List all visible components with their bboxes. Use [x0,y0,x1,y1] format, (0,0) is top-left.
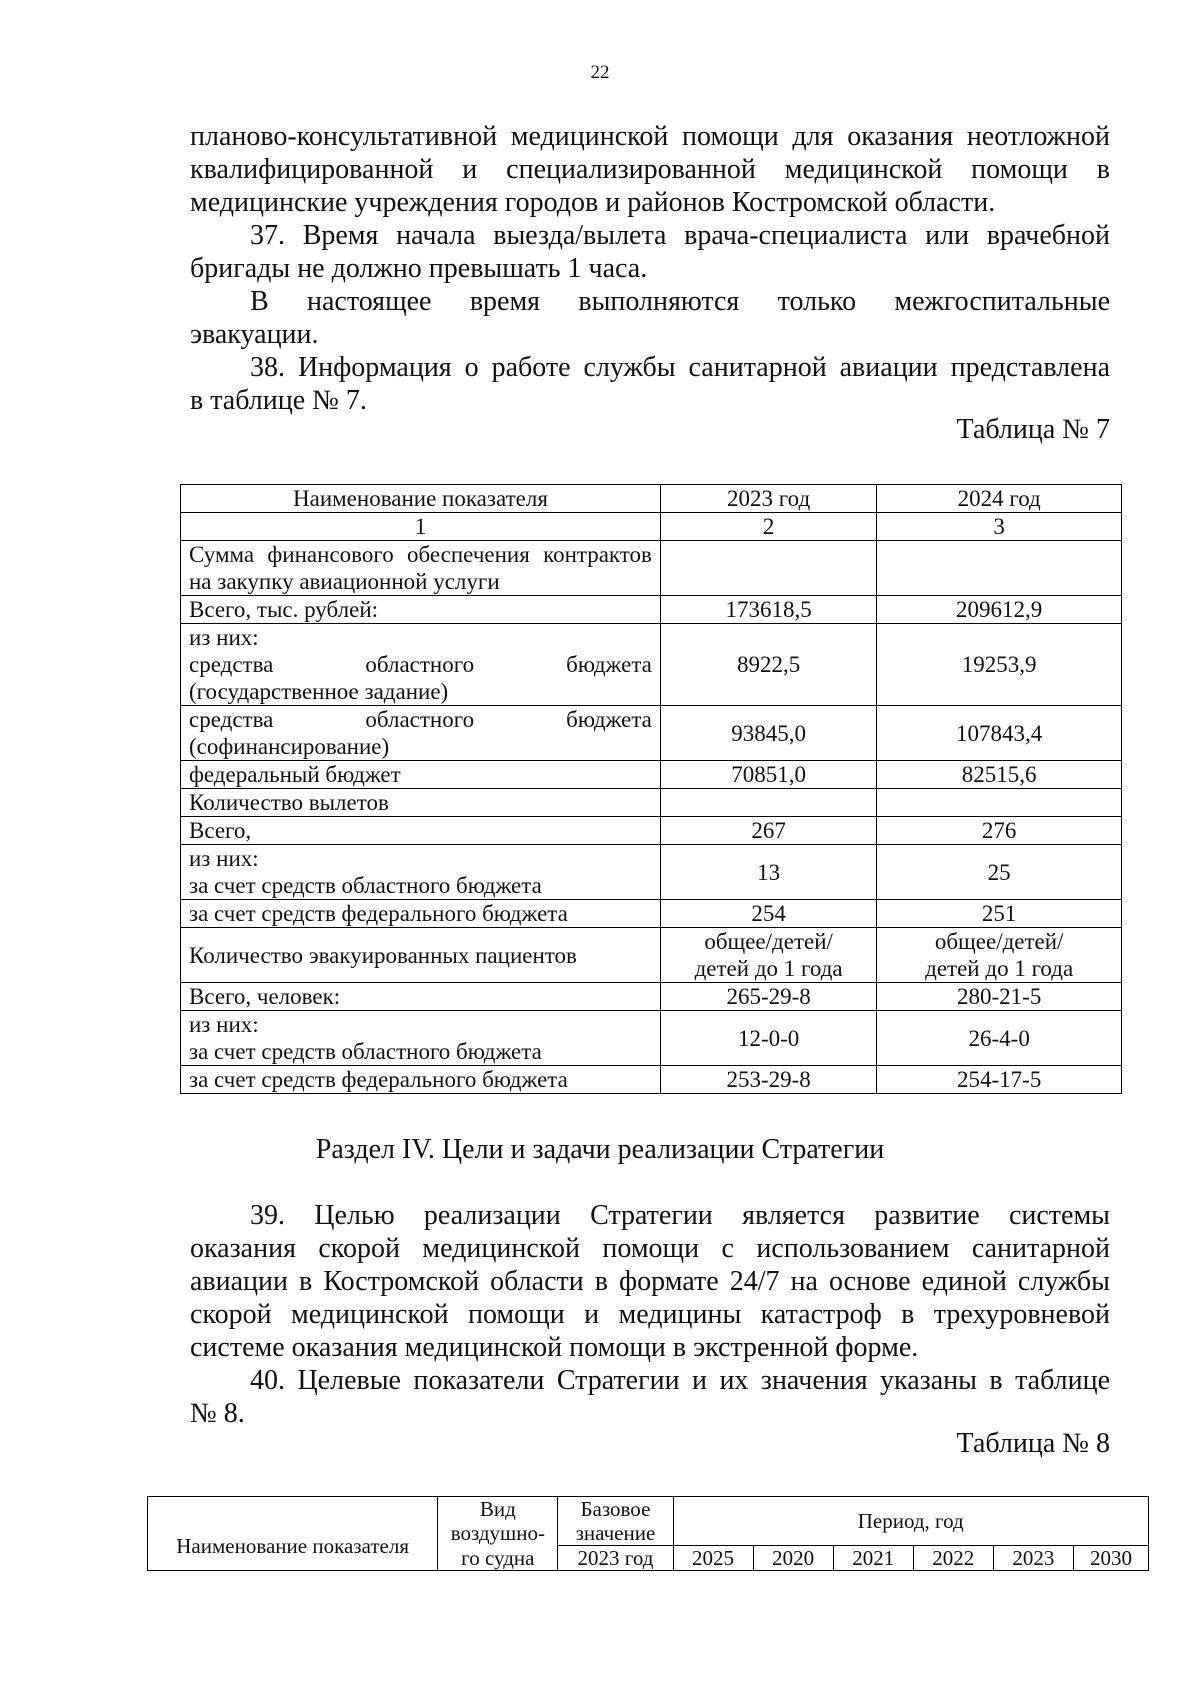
word: областного [365,652,475,677]
cell-text: за счет средств областного бюджета [189,873,542,898]
header-cell [438,1497,558,1571]
table-cell: 276 [877,817,1122,845]
table-cell: 254 [660,900,876,928]
table-row [181,928,1122,983]
paragraph-38 [190,351,1110,417]
word: средства [189,707,274,732]
table-cell: 8922,5 [660,624,876,706]
table-cell: 25 [877,845,1122,900]
text-line: оказания скорой медицинской помощи с использованием санитарной [190,1233,1110,1264]
table-row [181,706,1122,761]
table-header-row [181,485,1122,513]
year-cell: 2023 [993,1546,1073,1571]
text-line: 40. Целевые показатели Стратегии и их значения указаны в таблице [250,1365,1110,1396]
table-cell [181,845,661,900]
table-cell [181,541,661,596]
table-row [181,1011,1122,1066]
table-row [181,983,1122,1011]
table-row [181,761,1122,789]
table-cell [660,541,876,596]
text-line: 39. Целью реализации Стратегии является развитие системы [250,1200,1110,1231]
header-cell: Наименование показателя [148,1497,438,1571]
cell-text: детей до 1 года [925,956,1074,981]
table-cell [660,789,876,817]
table-cell: за счет средств федерального бюджета [181,1066,661,1094]
table-cell: 2 [660,513,876,541]
word: бюджета [566,652,652,677]
table-cell: 209612,9 [877,596,1122,624]
table-cell: 251 [877,900,1122,928]
table-header-row [148,1497,1149,1546]
table-cell: Количество вылетов [181,789,661,817]
table-cell: Всего, тыс. рублей: [181,596,661,624]
table-cell: 70851,0 [660,761,876,789]
table-row [181,596,1122,624]
table-row [181,789,1122,817]
table-cell: 12-0-0 [660,1011,876,1066]
text-line: скорой медицинской помощи и медицины катастроф в трехуровневой [190,1299,1110,1330]
table-cell: 173618,5 [660,596,876,624]
section-title: Раздел IV. Цели и задачи реализации Стратегии [315,1134,885,1165]
cell-text: (государственное задание) [189,679,449,704]
year-cell: 2022 [913,1546,993,1571]
table-row [181,624,1122,706]
cell-text: общее/детей/ [934,929,1064,954]
text-line: В настоящее время выполняются только межгоспитальные [250,286,1110,317]
table-row [181,1066,1122,1094]
paragraph-40 [190,1364,1110,1430]
year-cell: 2020 [753,1546,833,1571]
table-cell: Всего, человек: [181,983,661,1011]
cell-text: на закупку авиационной услуги [189,569,500,594]
table-row [181,817,1122,845]
cell-text: из них: [189,846,259,871]
table-cell: Количество эвакуированных пациентов [181,928,661,983]
table7-caption: Таблица № 7 [956,414,1110,445]
page-number: 22 [590,62,610,83]
text-line: системе оказания медицинской помощи в экстренной форме. [190,1332,919,1363]
table-cell: 13 [660,845,876,900]
text-line: эвакуации. [190,319,319,350]
cell-text: из них: [189,1012,259,1037]
table-cell [877,928,1122,983]
cell-text: значение [575,1521,656,1545]
year-cell: 2021 [833,1546,913,1571]
text-line: в таблице № 7. [190,385,367,416]
year-cell: 2030 [1073,1546,1148,1571]
table-cell [877,541,1122,596]
cell-text: из них: [189,625,259,650]
text-line: планово-консультативной медицинской помощи для оказания неотложной [190,121,1110,152]
cell-text: детей до 1 года [694,956,843,981]
table-8 [147,1496,1149,1571]
paragraph-37 [190,219,1110,285]
cell-text: Вид [479,1497,516,1521]
table-cell: 82515,6 [877,761,1122,789]
text-line: бригады не должно превышать 1 часа. [190,253,648,284]
table-7 [180,484,1122,1094]
table-cell: 265-29-8 [660,983,876,1011]
table-row [181,513,1122,541]
paragraph-intro [190,120,1110,219]
table-row [181,541,1122,596]
table-cell: 3 [877,513,1122,541]
cell-text: Сумма финансового обеспечения контрактов [189,542,652,567]
cell-text: общее/детей/ [704,929,833,954]
header-cell [558,1497,673,1546]
word: средства [189,652,274,677]
table-cell: 267 [660,817,876,845]
cell-text [189,706,652,733]
header-cell: 2023 год [660,485,876,513]
cell-text: го судна [461,1546,535,1570]
text-line: квалифицированной и специализированной медицинской помощи в [190,154,1110,185]
word: бюджета [566,707,652,732]
cell-text: за счет средств областного бюджета [189,1039,542,1064]
text-line: № 8. [190,1398,245,1429]
cell-text: Базовое [580,1497,651,1521]
paragraph-evacuations [190,285,1110,351]
table-cell: 19253,9 [877,624,1122,706]
year-cell: 2025 [673,1546,753,1571]
table8-caption: Таблица № 8 [956,1428,1110,1459]
cell-text: (софинансирование) [189,734,390,759]
table-cell [181,706,661,761]
table-cell: 1 [181,513,661,541]
header-cell: 2023 год [558,1546,673,1571]
table-cell: 93845,0 [660,706,876,761]
text-line: медицинские учреждения городов и районов Костромской области. [190,187,996,218]
table-cell [181,624,661,706]
table-cell: 280-21-5 [877,983,1122,1011]
table-cell [877,789,1122,817]
table-cell: 107843,4 [877,706,1122,761]
text-line: авиации в Костромской области в формате 24/7 на основе единой службы [190,1266,1110,1297]
cell-text [189,651,652,678]
header-cell: 2024 год [877,485,1122,513]
table-row [181,900,1122,928]
table-cell: Всего, [181,817,661,845]
cell-text: воздушно- [450,1521,545,1545]
header-cell: Наименование показателя [181,485,661,513]
table-cell [660,928,876,983]
table-cell: за счет средств федерального бюджета [181,900,661,928]
table-cell: 26-4-0 [877,1011,1122,1066]
header-cell: Период, год [673,1497,1149,1546]
table-cell: федеральный бюджет [181,761,661,789]
text-line: 38. Информация о работе службы санитарной авиации представлена [250,352,1110,383]
paragraph-39 [190,1199,1110,1364]
text-line: 37. Время начала выезда/вылета врача-специалиста или врачебной [250,220,1110,251]
word: областного [365,707,475,732]
table-cell: 253-29-8 [660,1066,876,1094]
table-cell: 254-17-5 [877,1066,1122,1094]
table-cell [181,1011,661,1066]
table-row [181,845,1122,900]
